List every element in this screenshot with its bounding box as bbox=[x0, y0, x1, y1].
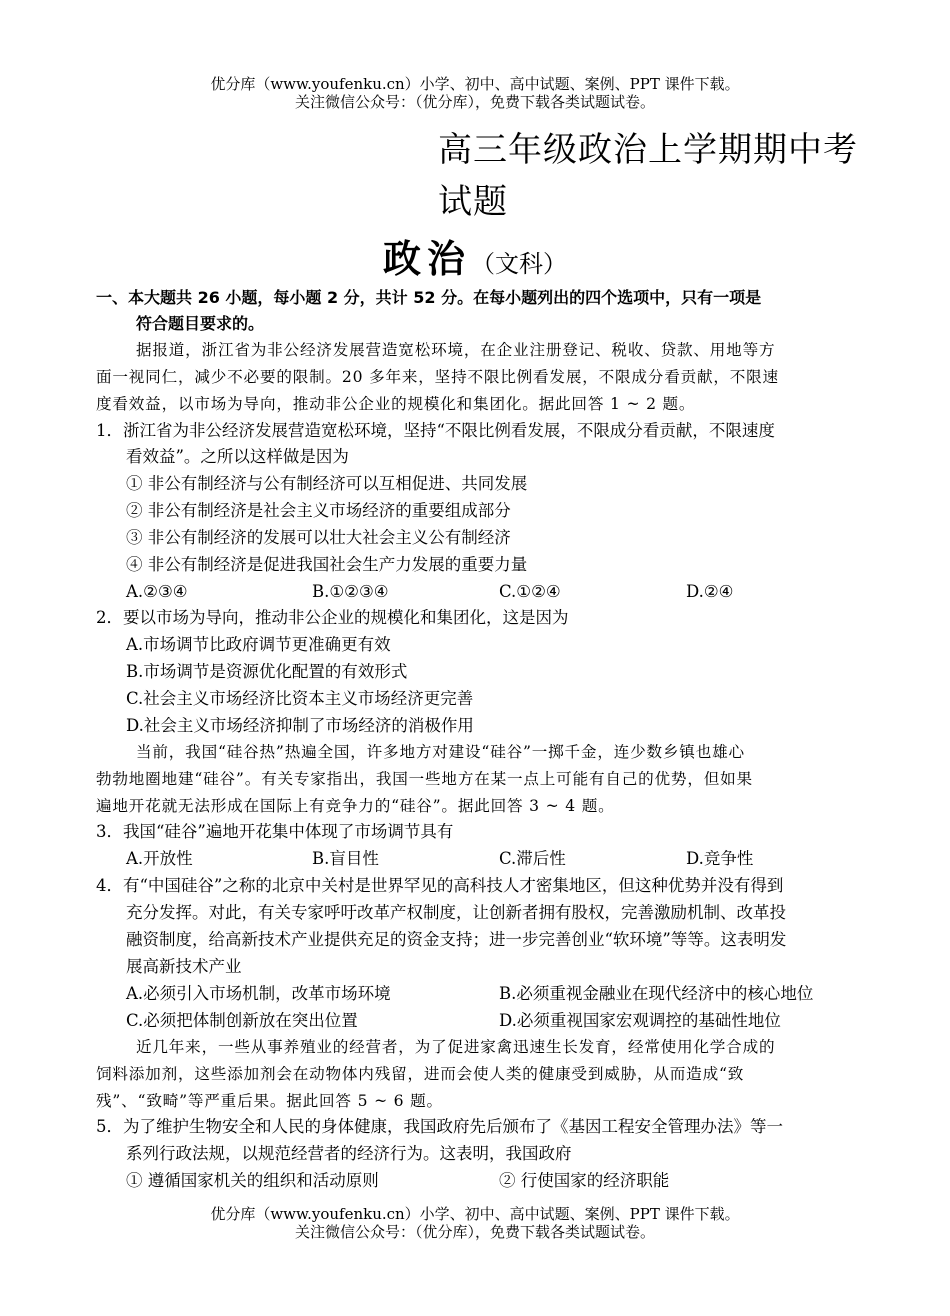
page-title-line-2: 试题 bbox=[438, 182, 508, 222]
q2-choice-a: A.市场调节比政府调节更准确更有效 bbox=[126, 635, 391, 654]
q1-stem-line-2: 看效益”。之所以这样做是因为 bbox=[126, 447, 349, 466]
passage2-line-3: 遍地开花就无法形成在国际上有竞争力的“硅谷”。据此回答 3 ~ 4 题。 bbox=[96, 797, 615, 815]
q4-choice-d: D.必须重视国家宏观调控的基础性地位 bbox=[499, 1011, 781, 1030]
passage3-line-2: 饲料添加剂，这些添加剂会在动物体内残留，进而会使人类的健康受到威胁，从而造成“致 bbox=[96, 1065, 745, 1083]
q5-stem-line-2: 系列行政法规，以规范经营者的经济行为。这表明，我国政府 bbox=[126, 1144, 572, 1163]
q4-stem-line-2: 充分发挥。对此，有关专家呼吁改革产权制度，让创新者拥有股权，完善激励机制、改革投 bbox=[126, 903, 786, 922]
passage2-line-1: 当前，我国“硅谷热”热遍全国，许多地方对建设“硅谷”一掷千金，连少数乡镇也雄心 bbox=[136, 743, 745, 761]
passage1-line-2: 面一视同仁，减少不必要的限制。20 多年来，坚持不限比例看发展，不限成分看贡献，不限速 bbox=[96, 368, 779, 386]
q4-stem-line-4: 展高新技术产业 bbox=[126, 957, 242, 976]
q2-choice-b: B.市场调节是资源优化配置的有效形式 bbox=[126, 662, 408, 681]
q3-choice-a: A.开放性 bbox=[126, 849, 193, 868]
q1-choice-c: C.①②④ bbox=[499, 582, 561, 601]
passage3-line-3: 残”、“致畸”等严重后果。据此回答 5 ~ 6 题。 bbox=[96, 1092, 443, 1110]
q5-option-2: ② 行使国家的经济职能 bbox=[499, 1171, 670, 1190]
section-heading-line-1: 一、本大题共 26 小题，每小题 2 分，共计 52 分。在每小题列出的四个选项中，只有一项是 bbox=[96, 288, 762, 307]
passage1-line-3: 度看效益，以市场为导向，推动非公企业的规模化和集团化。据此回答 1 ~ 2 题。 bbox=[96, 395, 696, 413]
q4-stem-line-1: 4．有“中国硅谷”之称的北京中关村是世界罕见的高科技人才密集地区，但这种优势并没有得到 bbox=[96, 876, 784, 895]
q3-choice-c: C.滞后性 bbox=[499, 849, 566, 868]
q1-option-3: ③ 非公有制经济的发展可以壮大社会主义公有制经济 bbox=[126, 528, 511, 547]
subject-note: （文科） bbox=[471, 250, 567, 278]
q4-stem-line-3: 融资制度，给高新技术产业提供充足的资金支持；进一步完善创业“软环境”等等。这表明发 bbox=[126, 930, 787, 949]
q5-stem-line-1: 5．为了维护生物安全和人民的身体健康，我国政府先后颁布了《基因工程安全管理办法》等一 bbox=[96, 1117, 783, 1136]
passage3-line-1: 近几年来，一些从事养殖业的经营者，为了促进家禽迅速生长发育，经常使用化学合成的 bbox=[136, 1038, 776, 1056]
footer-line-1: 优分库（www.youfenku.cn）小学、初中、高中试题、案例、PPT 课件下载。 bbox=[210, 1205, 740, 1223]
q3-stem: 3．我国“硅谷”遍地开花集中体现了市场调节具有 bbox=[96, 822, 454, 841]
q1-choice-b: B.①②③④ bbox=[312, 582, 389, 601]
q1-choice-a: A.②③④ bbox=[126, 582, 188, 601]
passage1-line-1: 据报道，浙江省为非公经济发展营造宽松环境，在企业注册登记、税收、贷款、用地等方 bbox=[136, 341, 776, 359]
page-title-line-1: 高三年级政治上学期期中考 bbox=[438, 130, 858, 170]
q1-stem-line-1: 1．浙江省为非公经济发展营造宽松环境，坚持“不限比例看发展，不限成分看贡献，不限速度 bbox=[96, 421, 775, 440]
q1-option-1: ① 非公有制经济与公有制经济可以互相促进、共同发展 bbox=[126, 474, 528, 493]
header-line-2: 关注微信公众号：（优分库），免费下载各类试题试卷。 bbox=[294, 93, 655, 111]
subject-title bbox=[0, 228, 950, 283]
q2-choice-c: C.社会主义市场经济比资本主义市场经济更完善 bbox=[126, 689, 474, 708]
q4-choice-c: C.必须把体制创新放在突出位置 bbox=[126, 1011, 358, 1030]
q1-choice-d: D.②④ bbox=[686, 582, 734, 601]
footer-line-2: 关注微信公众号：（优分库），免费下载各类试题试卷。 bbox=[294, 1223, 655, 1241]
header-line-1: 优分库（www.youfenku.cn）小学、初中、高中试题、案例、PPT 课件下载。 bbox=[210, 75, 740, 93]
q4-choice-b: B.必须重视金融业在现代经济中的核心地位 bbox=[499, 984, 814, 1003]
q2-stem: 2．要以市场为导向，推动非公企业的规模化和集团化，这是因为 bbox=[96, 608, 569, 627]
passage2-line-2: 勃勃地圈地建“硅谷”。有关专家指出，我国一些地方在某一点上可能有自己的优势，但如果 bbox=[96, 770, 753, 788]
q5-option-1: ① 遵循国家机关的组织和活动原则 bbox=[126, 1171, 379, 1190]
q3-choice-d: D.竞争性 bbox=[686, 849, 754, 868]
q1-option-2: ② 非公有制经济是社会主义市场经济的重要组成部分 bbox=[126, 501, 511, 520]
q4-choice-a: A.必须引入市场机制，改革市场环境 bbox=[126, 984, 391, 1003]
section-heading-line-2: 符合题目要求的。 bbox=[136, 314, 265, 333]
q3-choice-b: B.盲目性 bbox=[312, 849, 379, 868]
subject-name: 政治 bbox=[382, 236, 471, 281]
q2-choice-d: D.社会主义市场经济抑制了市场经济的消极作用 bbox=[126, 716, 474, 735]
q1-option-4: ④ 非公有制经济是促进我国社会生产力发展的重要力量 bbox=[126, 555, 528, 574]
